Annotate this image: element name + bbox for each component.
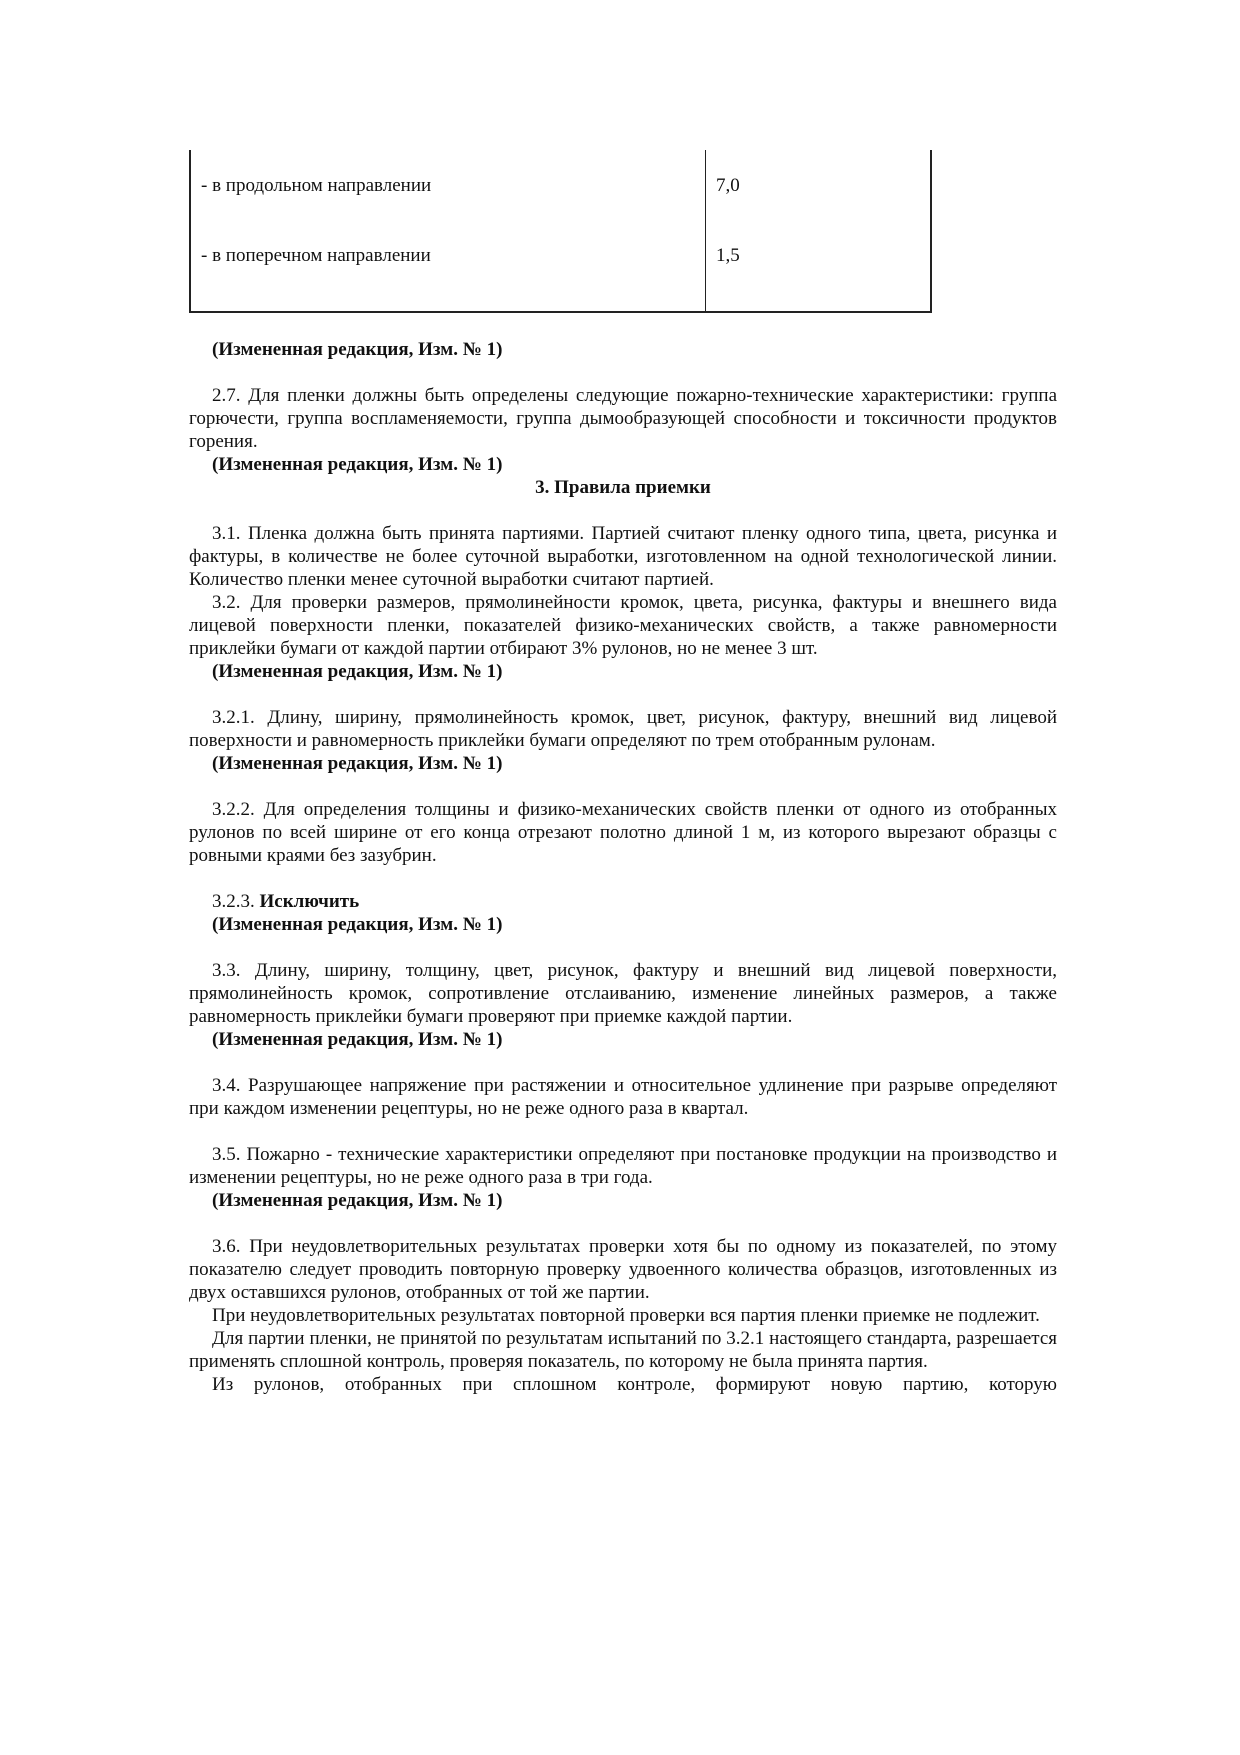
amendment-note: (Измененная редакция, Изм. № 1) (212, 1190, 503, 1211)
excluded-label: Исключить (259, 891, 360, 912)
table-cell-label: - в поперечном направлении (201, 245, 431, 266)
document-body (189, 338, 1057, 1396)
properties-table-fragment (189, 150, 932, 313)
paragraph-3-6-c: Для партии пленки, не принятой по результатам испытаний по 3.2.1 настоящего стандарта, разрешается применять сплошной контроль, проверяя показатель, по которому не была принята партия. (189, 1328, 1057, 1372)
paragraph-3-6-d: Из рулонов, отобранных при сплошном контроле, формируют новую партию, которую (212, 1374, 1057, 1395)
paragraph-3-4: 3.4. Разрушающее напряжение при растяжении и относительное удлинение при разрыве определяют при каждом изменении рецептуры, но не реже одного раза в квартал. (189, 1075, 1057, 1119)
table-column-divider (705, 150, 706, 311)
amendment-note: (Измененная редакция, Изм. № 1) (212, 661, 503, 682)
paragraph-number: 3.2.3. (212, 891, 260, 912)
paragraph-3-1: 3.1. Пленка должна быть принята партиями. Партией считают пленку одного типа, цвета, рисунка и фактуры, в количестве не более суточной выработки, изготовленном на одной технологической линии. Количество пленки менее суточной выработки считают партией. (189, 523, 1057, 590)
amendment-note: (Измененная редакция, Изм. № 1) (212, 339, 503, 360)
paragraph-3-2-1: 3.2.1. Длину, ширину, прямолинейность кромок, цвет, рисунок, фактуру, внешний вид лицевой поверхности и равномерность приклейки бумаги определяют по трем отобранным рулонам. (189, 707, 1057, 751)
paragraph-3-2: 3.2. Для проверки размеров, прямолинейности кромок, цвета, рисунка, фактуры и внешнего вида лицевой поверхности пленки, показателей физико-механических свойств, а также равномерности приклейки бумаги от каждой партии отбирают 3% рулонов, но не менее 3 шт. (189, 592, 1057, 659)
amendment-note: (Измененная редакция, Изм. № 1) (212, 454, 503, 475)
paragraph-3-2-2: 3.2.2. Для определения толщины и физико-механических свойств пленки от одного из отобранных рулонов по всей ширине от его конца отрезают полотно длиной 1 м, из которого вырезают образцы с ровными краями без зазубрин. (189, 799, 1057, 866)
paragraph-3-3: 3.3. Длину, ширину, толщину, цвет, рисунок, фактуру и внешний вид лицевой поверхности, прямолинейность кромок, сопротивление отслаиванию, изменение линейных размеров, а также равномерность приклейки бумаги проверяют при приемке каждой партии. (189, 960, 1057, 1027)
table-cell-value: 1,5 (716, 245, 740, 266)
paragraph-3-6: 3.6. При неудовлетворительных результатах проверки хотя бы по одному из показателей, по этому показателю следует проводить повторную проверку удвоенного количества образцов, изготовленных из двух оставшихся рулонов, отобранных от той же партии. (189, 1236, 1057, 1303)
paragraph-3-6-b: При неудовлетворительных результатах повторной проверки вся партия пленки приемке не подлежит. (212, 1305, 1040, 1326)
amendment-note: (Измененная редакция, Изм. № 1) (212, 753, 503, 774)
amendment-note: (Измененная редакция, Изм. № 1) (212, 1029, 503, 1050)
document-page (189, 0, 1057, 1755)
amendment-note: (Измененная редакция, Изм. № 1) (212, 914, 503, 935)
table-cell-label: - в продольном направлении (201, 175, 432, 196)
paragraph-2-7: 2.7. Для пленки должны быть определены следующие пожарно-технические характеристики: группа горючести, группа воспламеняемости, группа дымообразующей способности и токсичности продуктов горения. (189, 385, 1057, 452)
paragraph-3-5: 3.5. Пожарно - технические характеристики определяют при постановке продукции на производство и изменении рецептуры, но не реже одного раза в три года. (189, 1144, 1057, 1188)
table-cell-value: 7,0 (716, 175, 740, 196)
section-heading: 3. Правила приемки (535, 477, 711, 498)
paragraph-3-2-3 (189, 890, 1057, 913)
